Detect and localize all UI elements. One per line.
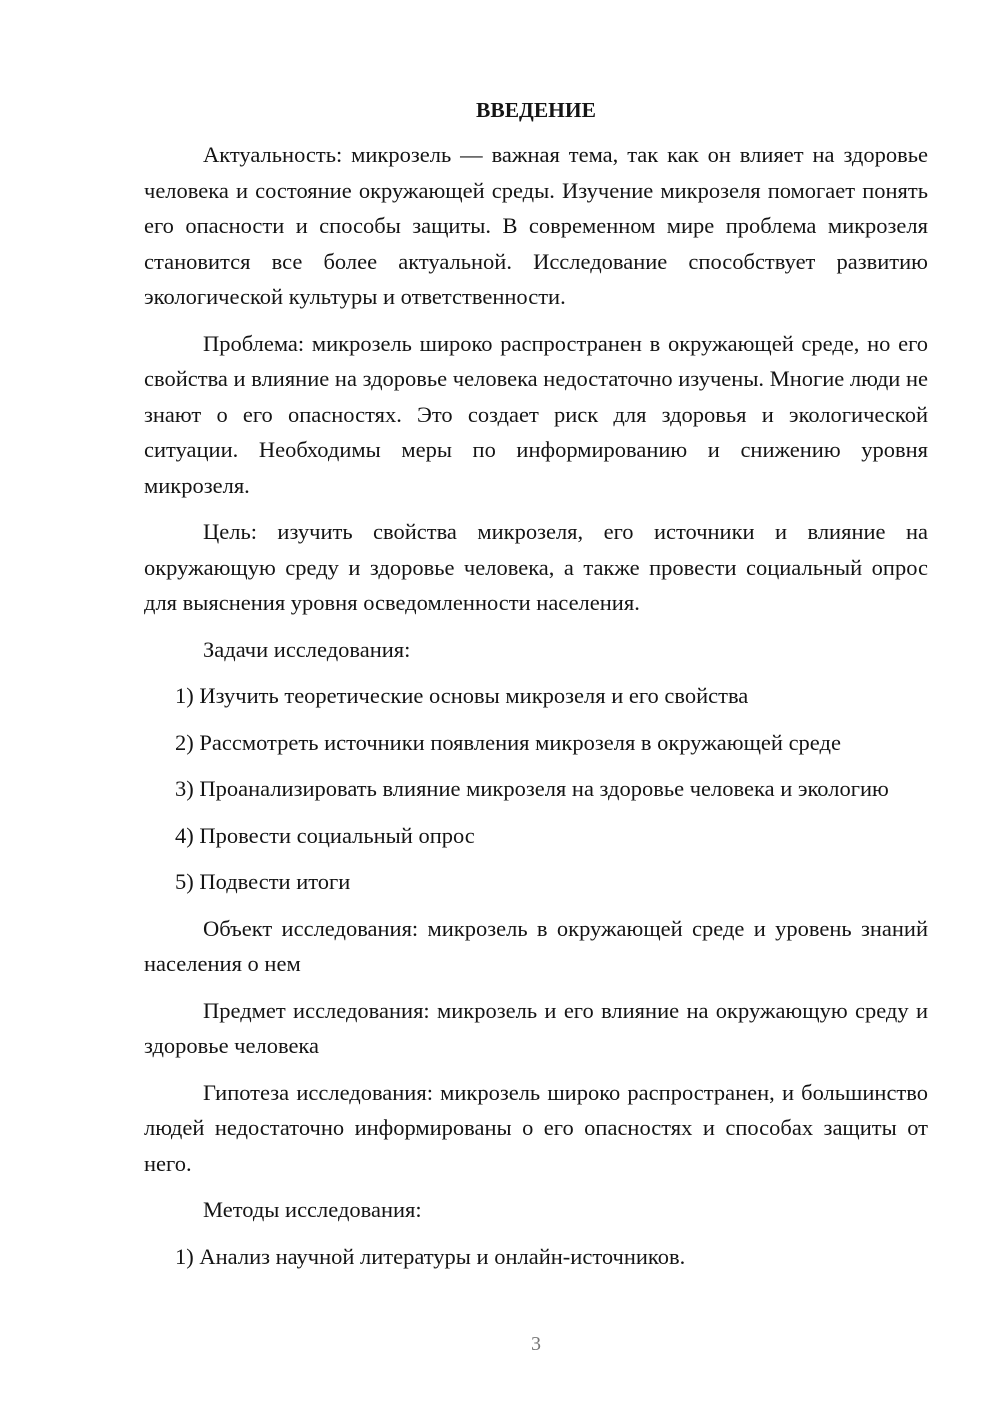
- object-paragraph: Объект исследования: микрозель в окружающей среде и уровень знаний населения о нем: [144, 915, 928, 976]
- tasks-heading: Задачи исследования:: [203, 636, 411, 662]
- task-item: 4) Провести социальный опрос: [175, 822, 475, 848]
- subject-paragraph: Предмет исследования: микрозель и его влияние на окружающую среду и здоровье человека: [144, 997, 928, 1058]
- method-item: 1) Анализ научной литературы и онлайн-источников.: [175, 1243, 686, 1269]
- task-item: 2) Рассмотреть источники появления микрозеля в окружающей среде: [175, 729, 841, 755]
- page-number: 3: [531, 1333, 541, 1355]
- page-title: ВВЕДЕНИЕ: [476, 98, 596, 122]
- hypothesis-paragraph: Гипотеза исследования: микрозель широко распространен, и большинство людей недостаточно информированы о его опасностях и способах защиты от него.: [144, 1079, 928, 1176]
- relevance-paragraph: Актуальность: микрозель — важная тема, так как он влияет на здоровье человека и состояние окружающей среды. Изучение микрозеля помогает понять его опасности и способы защиты. В современном мире проблема микрозеля становится все более актуальной. Исследование способствует развитию экологической культуры и ответственности.: [144, 142, 928, 309]
- page-content: [144, 96, 928, 1285]
- task-item: 3) Проанализировать влияние микрозеля на здоровье человека и экологию: [175, 776, 889, 801]
- goal-paragraph: Цель: изучить свойства микрозеля, его источники и влияние на окружающую среду и здоровье человека, а также провести социальный опрос для выяснения уровня осведомленности населения.: [144, 519, 928, 615]
- problem-paragraph: Проблема: микрозель широко распространен в окружающей среде, но его свойства и влияние на здоровье человека недостаточно изучены. Многие люди не знают о его опасностях. Это создает риск для здоровья и экологической ситуации. Необходимы меры по информированию и снижению уровня микрозеля.: [144, 330, 928, 498]
- methods-heading: Методы исследования:: [203, 1197, 422, 1222]
- task-item: 1) Изучить теоретические основы микрозеля и его свойства: [175, 683, 749, 708]
- task-item: 5) Подвести итоги: [175, 869, 351, 894]
